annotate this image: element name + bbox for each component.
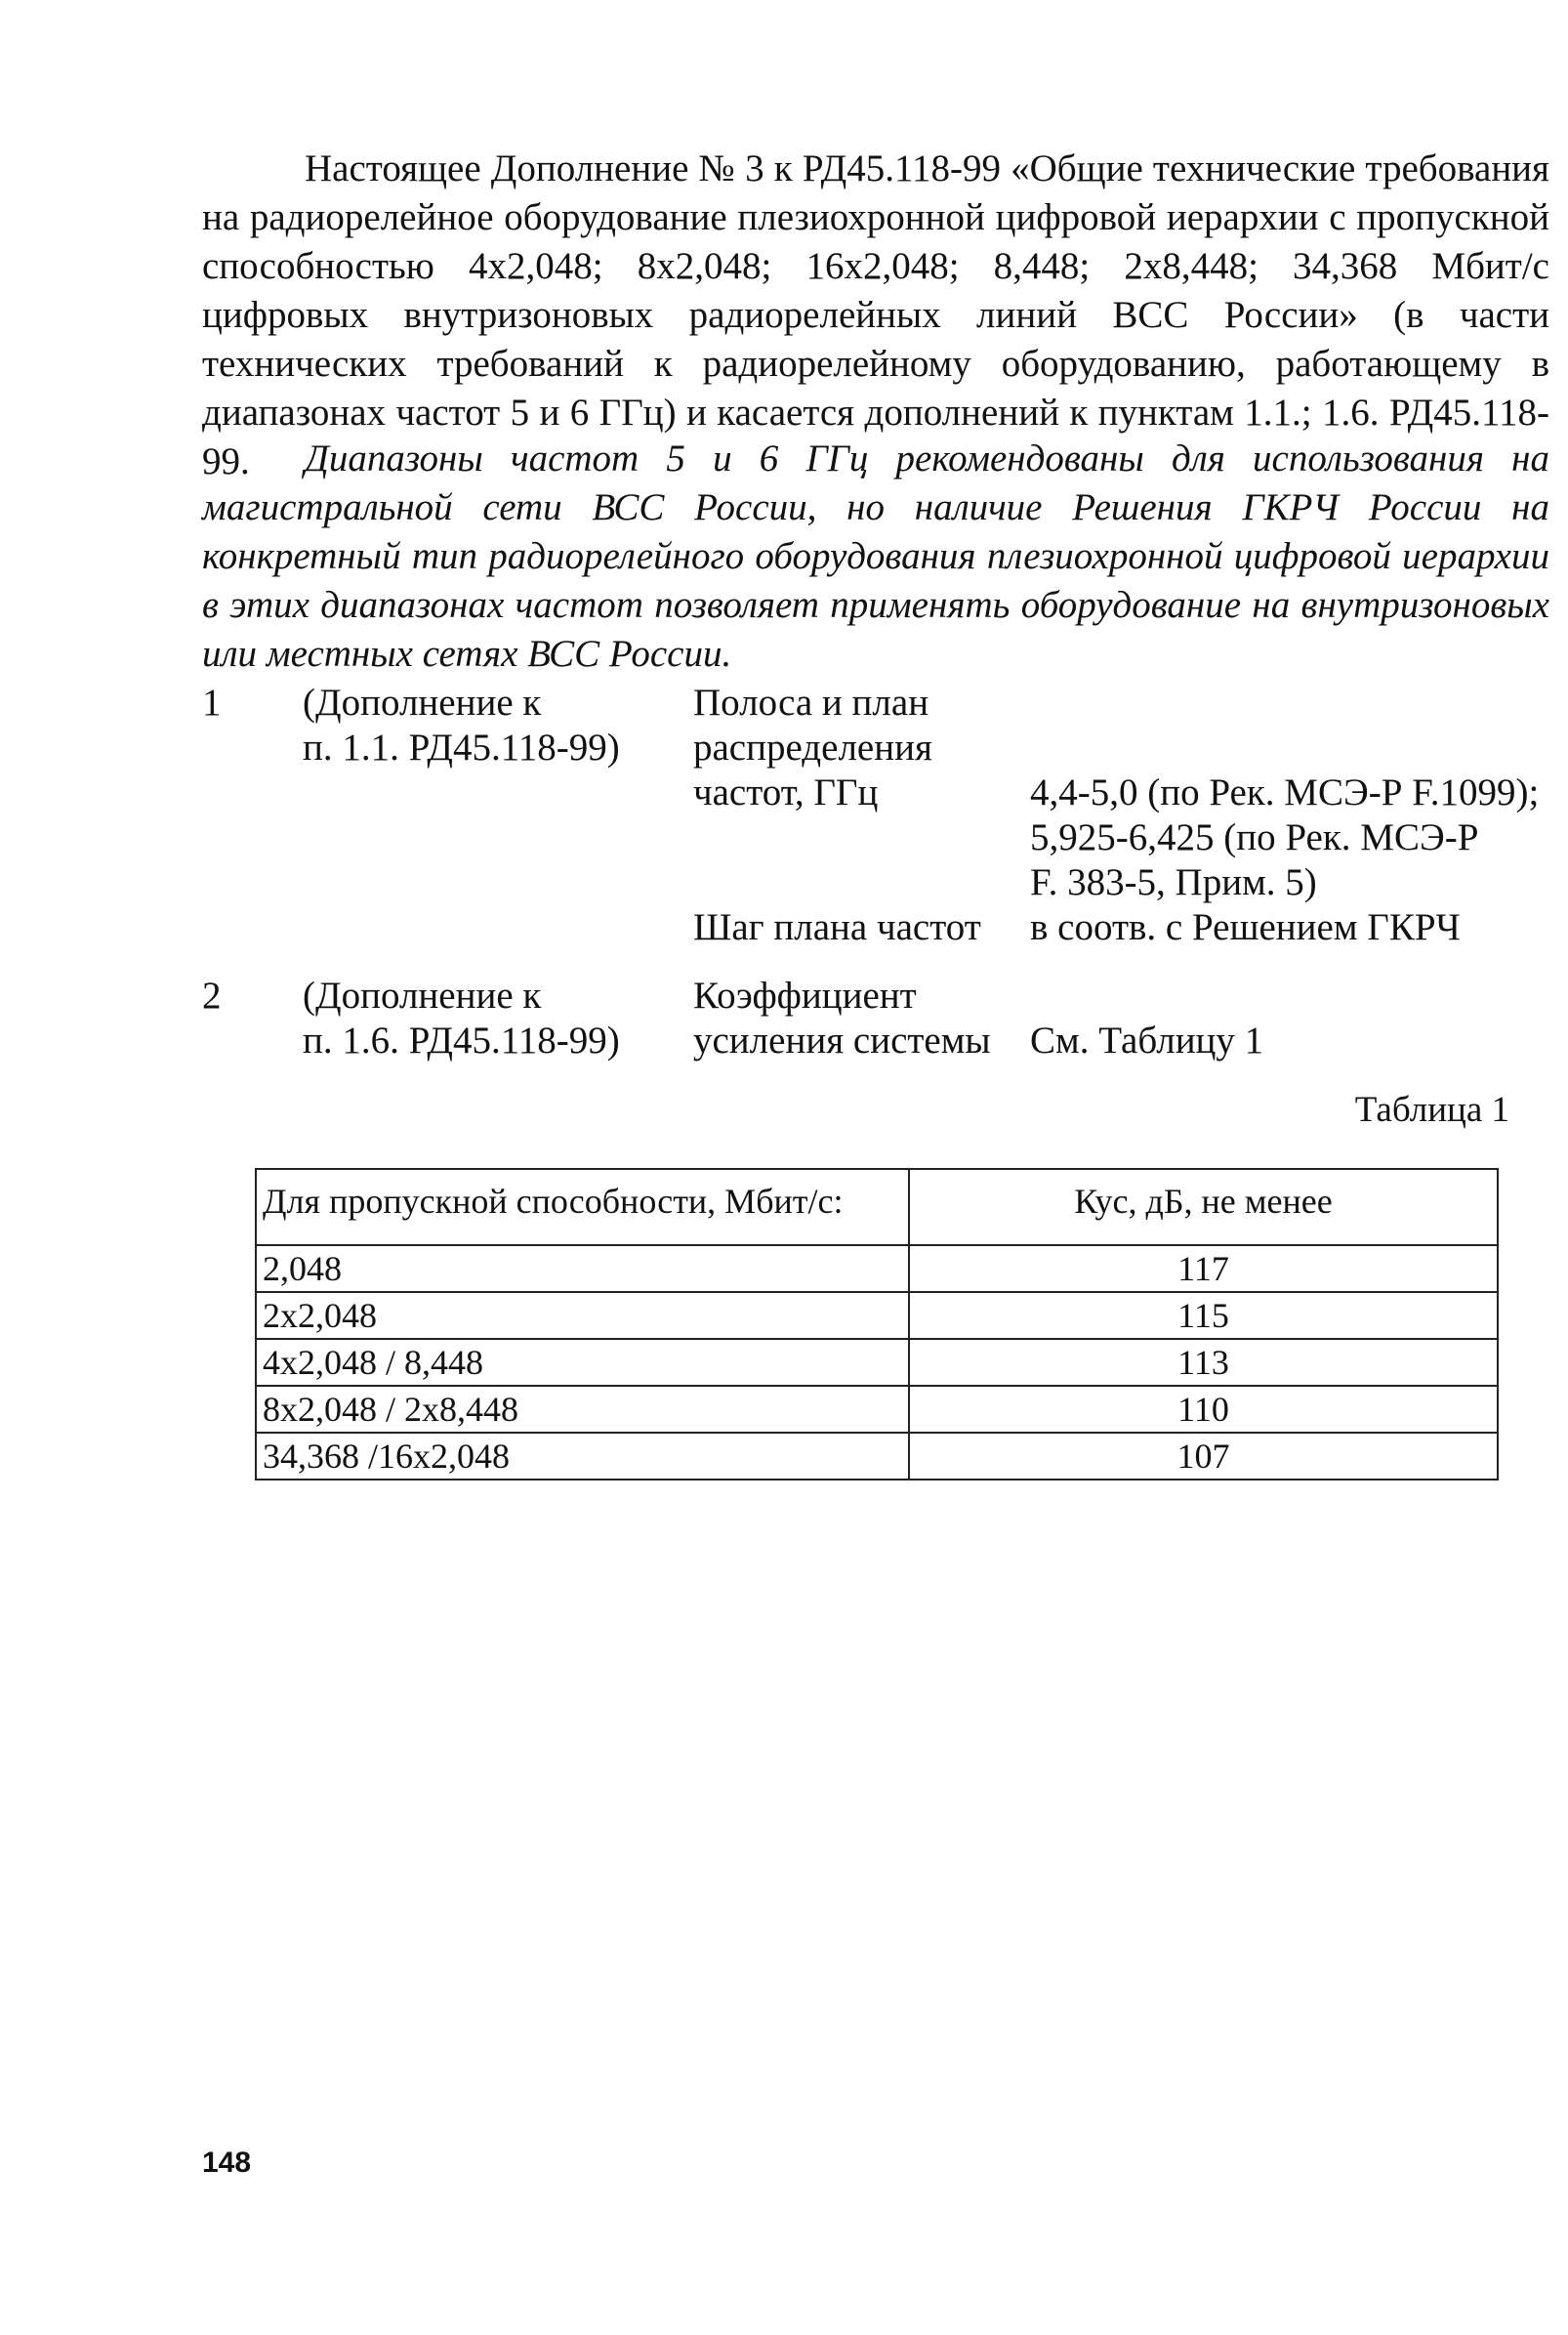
table-row <box>256 1433 1498 1480</box>
note-text: Диапазоны частот 5 и 6 ГГц рекомендованы для использования на магистральной сети ВСС России, но наличие Решения ГКРЧ России на конкретный тип радиорелейного оборудования плезиохронной цифровой иерархии в этих диапазонах частот позволяет применять оборудование на внутризоновых или местных сетях ВСС России. <box>202 438 1549 675</box>
capacity-cell: 2,048 <box>256 1245 909 1292</box>
requirement-row <box>693 681 1568 905</box>
header-gain: Кус, дБ, не менее <box>909 1169 1498 1245</box>
gain-cell: 115 <box>909 1292 1498 1339</box>
table-header-row <box>256 1169 1498 1245</box>
requirement-row <box>693 974 1568 1063</box>
parameter-value: в соотв. с Решением ГКРЧ <box>1030 906 1461 948</box>
capacity-cell: 2х2,048 <box>256 1292 909 1339</box>
note-paragraph <box>202 435 1549 679</box>
table-row <box>256 1339 1498 1386</box>
gain-cell: 107 <box>909 1433 1498 1480</box>
gain-cell: 110 <box>909 1386 1498 1433</box>
header-capacity: Для пропускной способности, Мбит/с: <box>256 1169 909 1245</box>
intro-text: Настоящее Дополнение № 3 к РД45.118-99 «Общие технические требования на радиорелейное оборудование плезиохронной цифровой иерархии с пропускной способностью 4х2,048; 8х2,048; 16х2,048; 8,448; 2х8,448; 34,368 Мбит/с цифровых внутризоновых радиорелейных линий ВСС России» (в части технических требований к радиорелейному оборудованию, работающему в диапазонах частот 5 и 6 ГГц) и касается дополнений к пунктам 1.1.; 1.6. РД45.118-99. <box>202 147 1549 482</box>
page-number: 148 <box>202 2147 252 2179</box>
item-number: 2 <box>202 975 222 1017</box>
requirement-row <box>693 905 1568 950</box>
table-row <box>256 1292 1498 1339</box>
table-caption: Таблица 1 <box>1354 1090 1509 1130</box>
capacity-cell: 34,368 /16х2,048 <box>256 1433 909 1480</box>
capacity-cell: 4х2,048 / 8,448 <box>256 1339 909 1386</box>
capacity-cell: 8х2,048 / 2х8,448 <box>256 1386 909 1433</box>
parameter-name: Шаг плана частот <box>693 906 981 948</box>
gain-cell: 113 <box>909 1339 1498 1386</box>
parameter-name: Полоса и план распределения частот, ГГц <box>693 682 932 813</box>
parameter-name: Коэффициент усиления системы <box>693 975 991 1062</box>
table-row <box>256 1245 1498 1292</box>
item-reference: (Дополнение к п. 1.1. РД45.118-99) <box>303 682 620 769</box>
parameter-value: См. Таблицу 1 <box>1030 1020 1264 1062</box>
item-number: 1 <box>202 682 222 724</box>
item-reference: (Дополнение к п. 1.6. РД45.118-99) <box>303 975 620 1062</box>
table-row <box>256 1386 1498 1433</box>
gain-table <box>255 1168 1499 1480</box>
parameter-value: 4,4-5,0 (по Рек. МСЭ-Р F.1099); 5,925-6,425 (по Рек. МСЭ-Р F. 383-5, Прим. 5) <box>1030 771 1540 903</box>
gain-cell: 117 <box>909 1245 1498 1292</box>
